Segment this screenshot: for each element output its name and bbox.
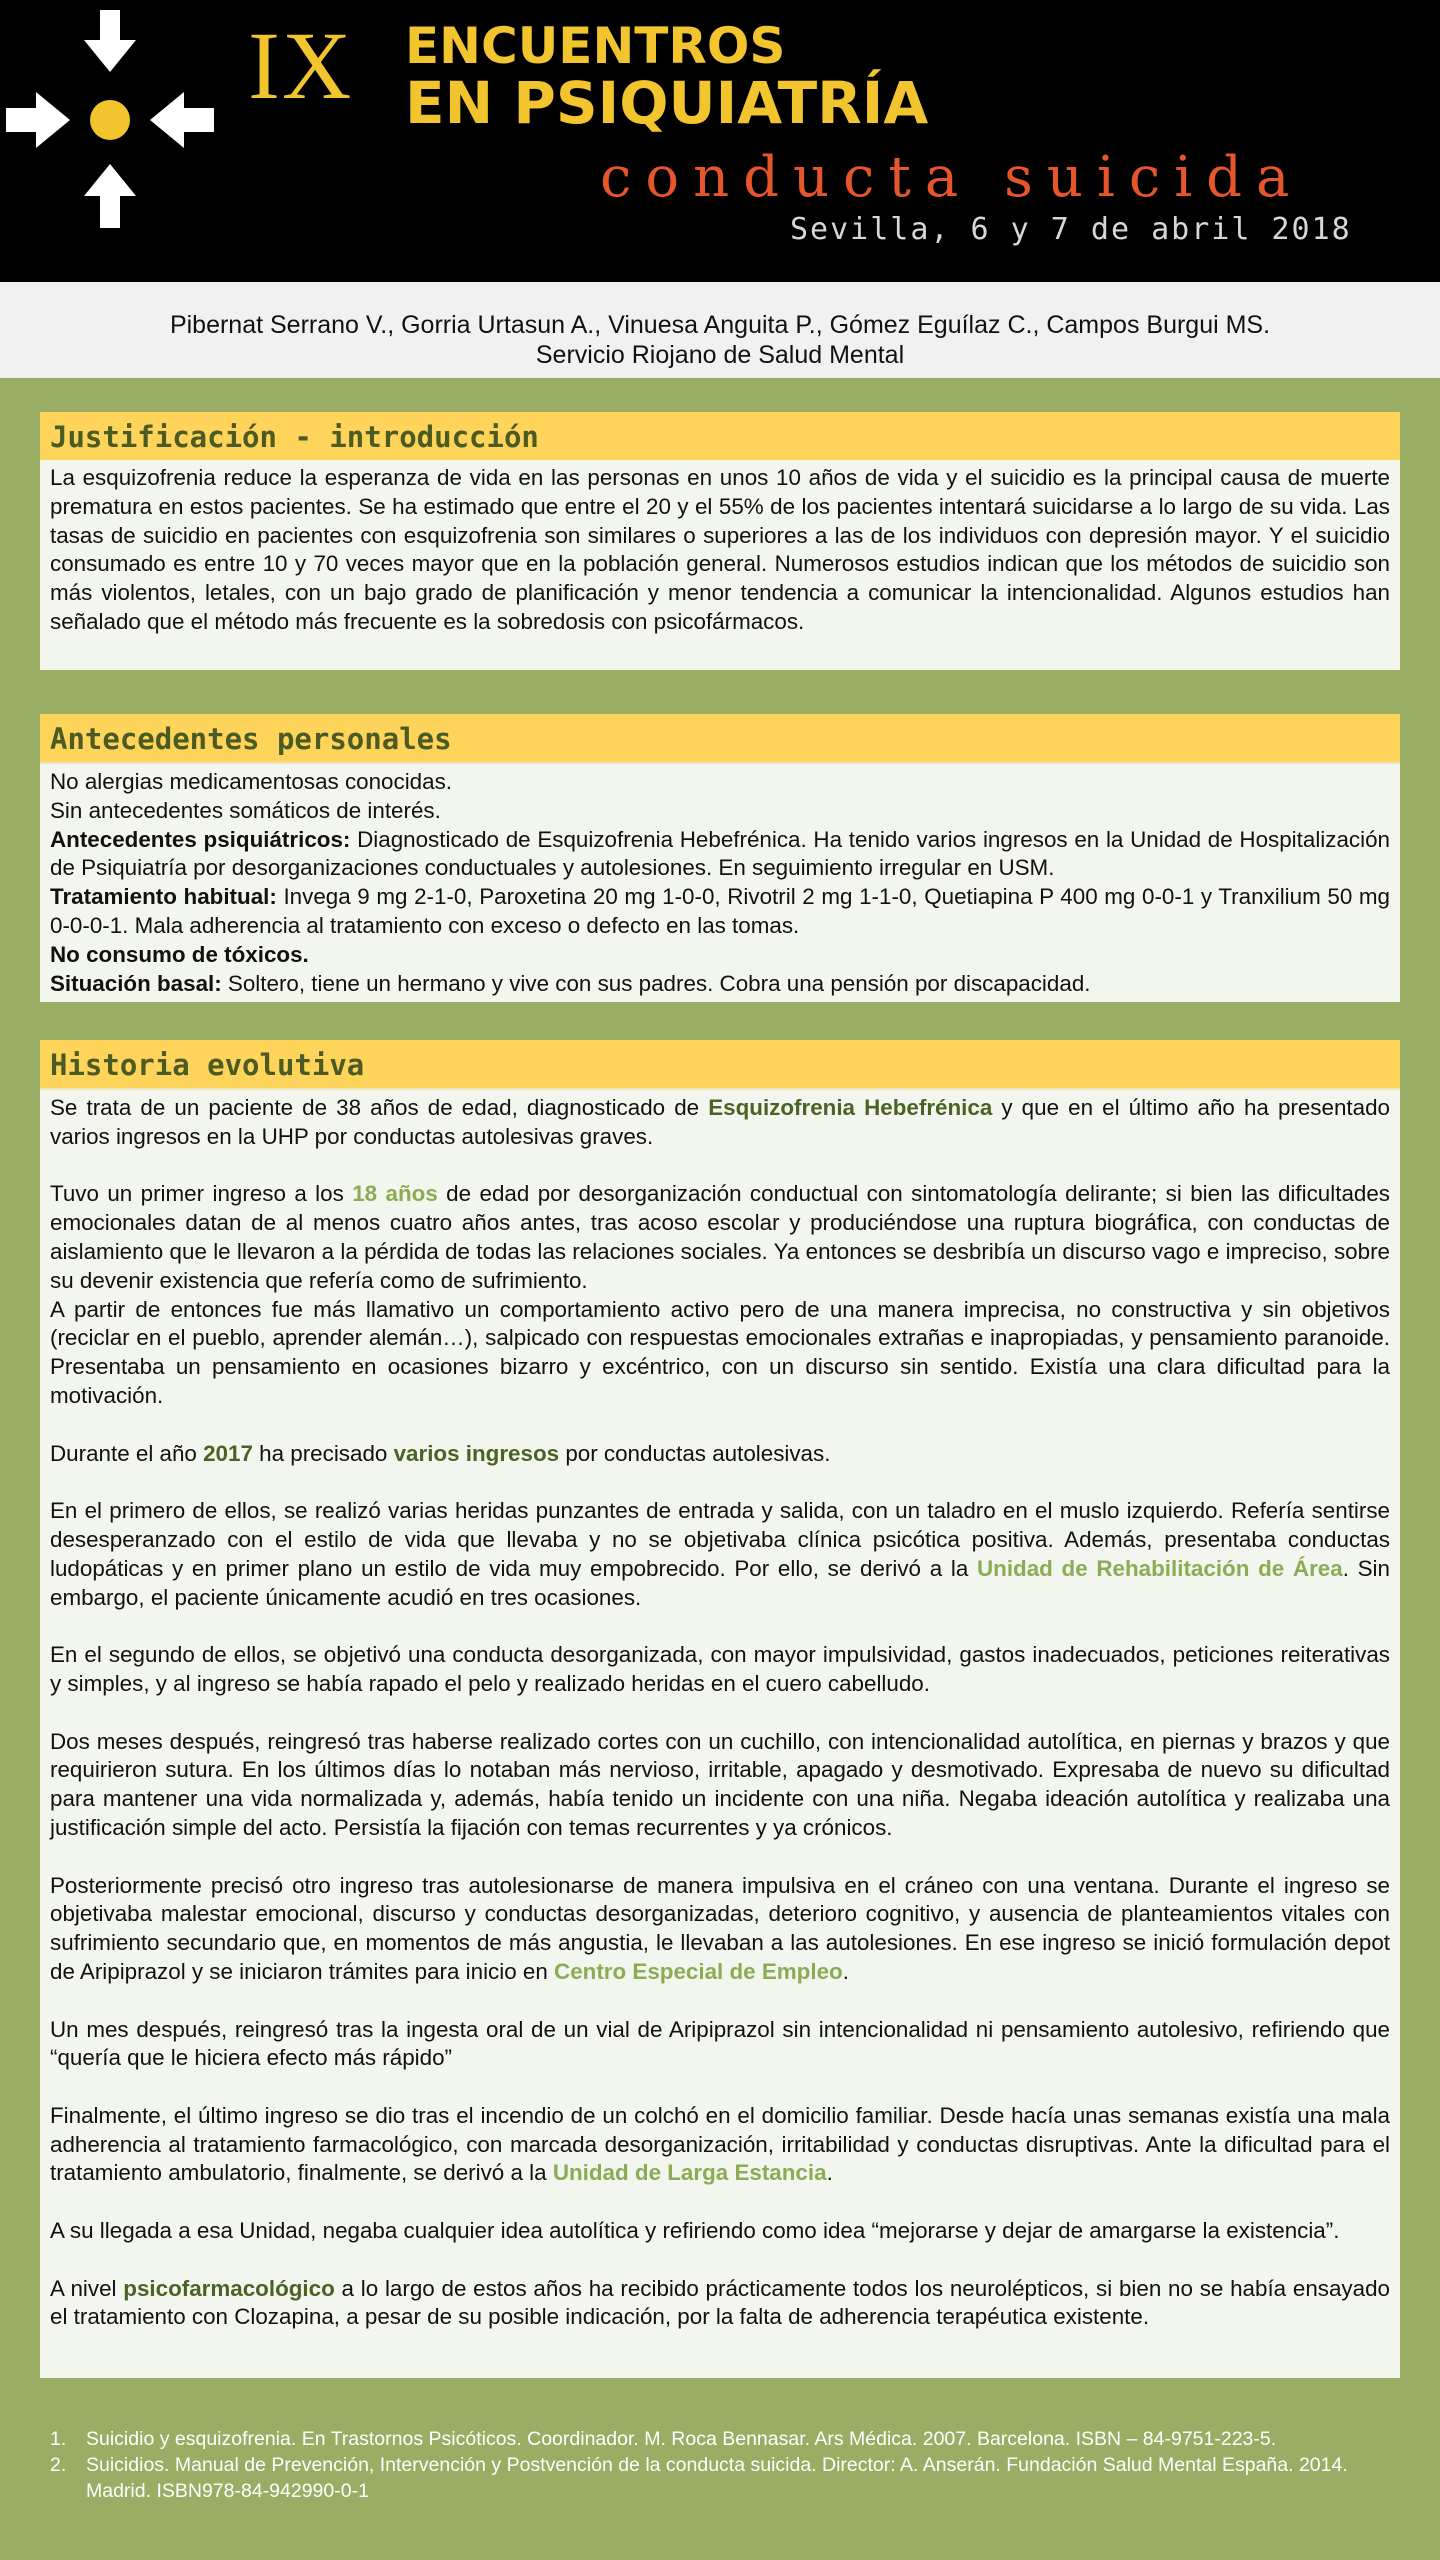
highlight-psychopharmacology: psicofarmacológico xyxy=(123,2275,335,2301)
text-run: ha precisado xyxy=(252,1440,394,1466)
highlight-admissions: varios ingresos xyxy=(393,1440,560,1466)
history-paragraph-1 xyxy=(50,1094,1390,1152)
history-paragraph-4 xyxy=(50,1440,1390,1469)
psychiatric-history xyxy=(50,826,1390,884)
text-run: por conductas autolesivas. xyxy=(559,1440,831,1466)
event-subtitle: conducta suicida xyxy=(600,145,1304,210)
history-paragraph-7: Dos meses después, reingresó tras haberse realizado cortes con un cuchillo, con intencionalidad autolítica, en piernas y brazos y que requirieron sutura. En los últimos días lo notaban más nervioso, irritable, apagado y desmotivado. Expresaba de nuevo su dificultad para mantener una vida normalizada y, además, había tenido un incidente con una niña. Negaba ideación autolítica y realizaba una justificación simple del acto. Persistía la fijación con temas recurrentes y ya crónicos. xyxy=(50,1728,1390,1840)
text-run: . xyxy=(842,1958,849,1984)
event-title-line2: EN PSIQUIATRÍA xyxy=(405,68,929,137)
psychiatric-text: Diagnosticado de Esquizofrenia Hebefrénica. Ha tenido varios ingresos en la Unidad de Hospitalización de Psiquiatría por desorganizaciones conductuales y autolesiones. En seguimiento irregular en USM. xyxy=(50,826,1390,881)
event-title xyxy=(405,17,929,137)
treatment xyxy=(50,883,1390,941)
text-run: Se trata de un paciente de 38 años de edad, diagnosticado de xyxy=(50,1095,709,1120)
section-body xyxy=(40,1090,1400,2338)
highlight-long-stay-unit: Unidad de Larga Estancia xyxy=(552,2160,827,2186)
toxics-line: No consumo de tóxicos. xyxy=(50,941,309,967)
intro-paragraph: La esquizofrenia reduce la esperanza de vida en las personas en unos 10 años de vida y el suicidio es la principal causa de muerte prematura en estos pacientes. Se ha estimado que entre el 20 y el 55% de los pacientes intentará suicidarse a lo largo de su vida. Las tasas de suicidio en pacientes con esquizofrenia son similares o superiores a las de los individuos con depresión mayor. Y el suicidio consumado es entre 10 y 70 veces mayor que en la población general. Numerosos estudios indican que los métodos de suicidio son más violentos, letales, con un bajo grado de planificación y menor tendencia a comunicar la intencionalidad. Algunos estudios han señalado que el método más frecuente es la sobredosis con psicofármacos. xyxy=(50,465,1390,634)
allergies-line: No alergias medicamentosas conocidas. xyxy=(50,769,452,794)
text-run: . xyxy=(826,2160,833,2186)
text-run: y que en el último año ha presentado varios ingresos en la UHP por conductas autolesivas graves. xyxy=(50,1095,1390,1149)
references-list xyxy=(50,2426,1400,2504)
author-names: Pibernat Serrano V., Gorria Urtasun A., Vinuesa Anguita P., Gómez Eguílaz C., Campos Burgui MS. xyxy=(169,311,1271,339)
history-paragraph-10 xyxy=(50,2102,1390,2188)
section-body xyxy=(40,460,1400,643)
text-run: de edad por desorganización conductual con sintomatología delirante; si bien las dificultades emocionales datan de al menos cuatro años antes, tras acoso escolar y produciéndose una ruptura biográfica, con conductas de aislamiento que le llevaron a la pérdida de todas las relaciones sociales. Ya entonces se desbribía un discurso vago e impreciso, sobre su devenir existencia que refería como de sufrimiento. xyxy=(50,1181,1390,1293)
highlight-unit: Unidad de Rehabilitación de Área xyxy=(976,1555,1343,1581)
reference-item xyxy=(50,2426,1400,2452)
highlight-age: 18 años xyxy=(352,1181,438,1207)
text-run: Finalmente, el último ingreso se dio tras el incendio de un colchó en el domicilio familiar. Desde hacía unas semanas existía una mala adherencia al tratamiento farmacológico, con marcada desorganización, irritabilidad y conductas disruptivas. Ante la dificultad para el tratamiento ambulatorio, finalmente, se derivó a la xyxy=(50,2102,1390,2186)
section-personal-history xyxy=(40,714,1400,1002)
text-run: Posteriormente precisó otro ingreso tras autolesionarse de manera impulsiva en el cráneo con una ventana. Durante el ingreso se objetivaba malestar emocional, discurso y conductas desorganizadas, deterioro cognitivo, y ausencia de planteamientos vitales con sufrimiento secundario que, en momentos de más angustia, le llevaban a las autolesiones. En ese ingreso se inició formulación depot de Aripiprazol y se iniciaron trámites para inicio en xyxy=(50,1872,1390,1984)
history-paragraph-2 xyxy=(50,1180,1390,1295)
history-paragraph-6: En el segundo de ellos, se objetivó una conducta desorganizada, con mayor impulsividad, gastos inadecuados, peticiones reiterativas y simples, y al ingreso se había rapado el pelo y realizado heridas en el cuero cabelludo. xyxy=(50,1642,1390,1696)
baseline xyxy=(50,970,1390,999)
converging-arrows-logo xyxy=(0,0,220,240)
text-run: . Sin embargo, el paciente únicamente acudió en tres ocasiones. xyxy=(50,1555,1390,1610)
section-clinical-course xyxy=(40,1040,1400,2378)
history-paragraph-5 xyxy=(50,1497,1390,1612)
event-place-date: Sevilla, 6 y 7 de abril 2018 xyxy=(790,212,1352,247)
highlight-year: 2017 xyxy=(203,1440,253,1466)
section-title: Historia evolutiva xyxy=(40,1040,1400,1090)
highlight-diagnosis: Esquizofrenia Hebefrénica xyxy=(708,1095,993,1120)
history-paragraph-3: A partir de entonces fue más llamativo un comportamiento activo pero de una manera imprecisa, no constructiva y sin objetivos (reciclar en el pueblo, aprender alemán…), salpicado con respuestas emocionales extrañas e inapropiadas, y pensamiento paranoide. Presentaba un pensamiento en ocasiones bizarro y excéntrico, con un discurso sin sentido. Existía una clara dificultad para la motivación. xyxy=(50,1296,1390,1408)
text-run: Tuvo un primer ingreso a los xyxy=(50,1181,353,1207)
psychiatric-label: Antecedentes psiquiátricos: xyxy=(50,826,351,852)
section-title: Antecedentes personales xyxy=(40,714,1400,764)
history-paragraph-8 xyxy=(50,1872,1390,1987)
edition-number: IX xyxy=(248,12,354,119)
section-body xyxy=(40,764,1400,1004)
authors-block xyxy=(0,282,1440,378)
baseline-label: Situación basal: xyxy=(50,970,222,996)
poster-banner xyxy=(0,0,1440,282)
reference-number: 2. xyxy=(50,2454,67,2476)
highlight-employment-center: Centro Especial de Empleo xyxy=(554,1958,843,1984)
reference-text: Suicidio y esquizofrenia. En Trastornos Psicóticos. Coordinador. M. Roca Bennasar. Ars Médica. 2007. Barcelona. ISBN – 84-9751-223-5. xyxy=(86,2428,1277,2450)
section-title: Justificación - introducción xyxy=(40,412,1400,460)
treatment-text: Invega 9 mg 2-1-0, Paroxetina 20 mg 1-0-0, Rivotril 2 mg 1-1-0, Quetiapina P 400 mg 0-0-1 y Tranxilium 50 mg 0-0-0-1. Mala adherencia al tratamiento con exceso o defecto en las tomas. xyxy=(50,884,1391,938)
baseline-text: Soltero, tiene un hermano y vive con sus padres. Cobra una pensión por discapacidad. xyxy=(221,970,1091,996)
text-run: A nivel xyxy=(50,2275,124,2301)
text-run: En el primero de ellos, se realizó varias heridas punzantes de entrada y salida, con un taladro en el muslo izquierdo. Refería sentirse desesperanzado con el estilo de vida que llevaba y no se objetivaba clínica psicótica positiva. Además, presentaba conductas ludopáticas y en primer plano un estilo de vida muy empobrecido. Por ello, se derivó a la xyxy=(50,1498,1390,1581)
somatic-line: Sin antecedentes somáticos de interés. xyxy=(50,797,441,823)
history-paragraph-12 xyxy=(50,2275,1390,2333)
treatment-label: Tratamiento habitual: xyxy=(50,884,277,910)
text-run: Durante el año xyxy=(50,1440,204,1466)
reference-item xyxy=(50,2452,1400,2504)
history-paragraph-9: Un mes después, reingresó tras la ingesta oral de un vial de Aripiprazol sin intencionalidad ni pensamiento autolesivo, refiriendo que “quería que le hiciera efecto más rápido” xyxy=(50,2016,1390,2071)
section-introduction xyxy=(40,412,1400,670)
history-paragraph-11: A su llegada a esa Unidad, negaba cualquier idea autolítica y refiriendo como idea “mejorarse y dejar de amargarse la existencia”. xyxy=(50,2218,1340,2244)
reference-number: 1. xyxy=(50,2428,67,2450)
event-title-line1: ENCUENTROS xyxy=(405,17,786,75)
author-institution: Servicio Riojano de Salud Mental xyxy=(535,341,905,369)
text-run: a lo largo de estos años ha recibido prácticamente todos los neurolépticos, si bien no se había ensayado el tratamiento con Clozapina, a pesar de su posible indicación, por la falta de adherencia terapéutica existente. xyxy=(50,2275,1390,2330)
reference-text: Suicidios. Manual de Prevención, Intervención y Postvención de la conducta suicida. Director: A. Anserán. Fundación Salud Mental España. 2014. Madrid. ISBN978-84-942990-0-1 xyxy=(86,2454,1348,2502)
